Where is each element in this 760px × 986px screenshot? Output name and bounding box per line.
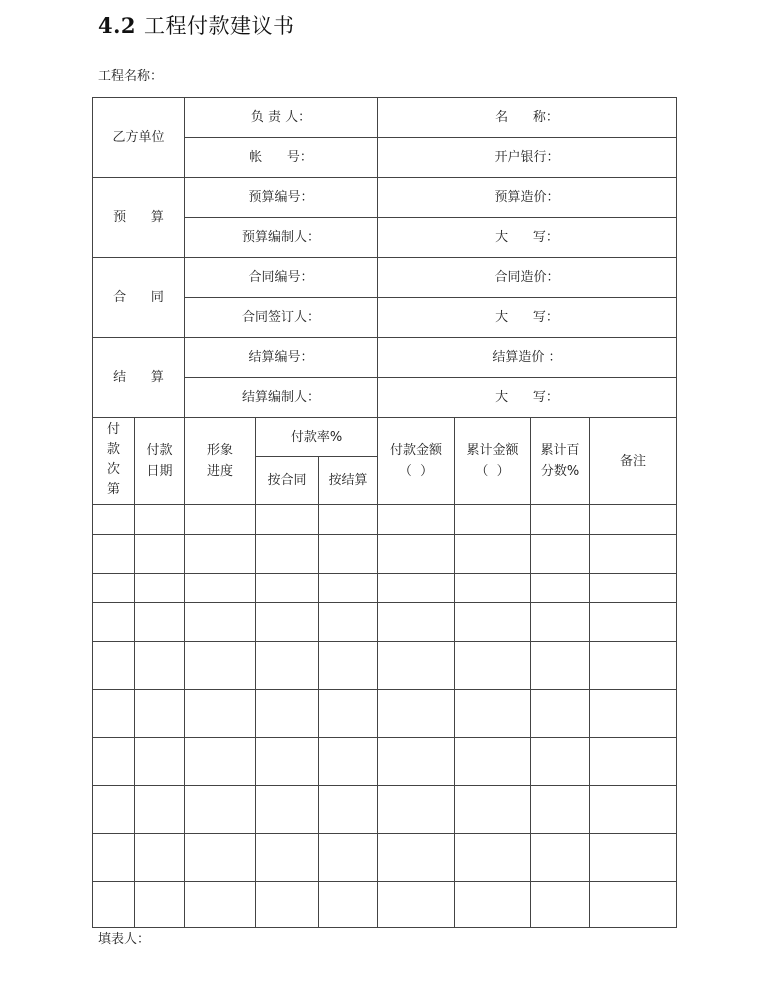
payment-table (92, 417, 677, 928)
cell-amount[interactable] (378, 505, 455, 535)
header-progress-line: 形象 (206, 443, 233, 458)
cell-cumulative-amount[interactable] (455, 786, 531, 834)
field-contract-signer[interactable]: 合同签订人： (185, 298, 378, 338)
cell-amount[interactable] (378, 603, 455, 642)
cell-cumulative-amount[interactable] (455, 882, 531, 928)
cell-seq[interactable] (93, 882, 135, 928)
cell-rate-settlement[interactable] (319, 882, 378, 928)
field-responsible-person[interactable]: 负 责 人： (185, 98, 378, 138)
cell-rate-contract[interactable] (256, 535, 319, 574)
payment-row (93, 882, 677, 928)
cell-rate-contract[interactable] (256, 574, 319, 603)
header-amount-line: 付款金额 (390, 443, 443, 458)
cell-rate-settlement[interactable] (319, 642, 378, 690)
title-text: 工程付款建议书 (144, 14, 295, 38)
cell-rate-contract[interactable] (256, 834, 319, 882)
field-account-number[interactable]: 帐 号： (185, 138, 378, 178)
cell-rate-contract[interactable] (256, 786, 319, 834)
cell-date[interactable] (135, 690, 185, 738)
field-budget-preparer[interactable]: 预算编制人： (185, 218, 378, 258)
cell-amount[interactable] (378, 786, 455, 834)
cell-remarks[interactable] (590, 642, 677, 690)
cell-cumulative-percent[interactable] (531, 505, 590, 535)
cell-seq[interactable] (93, 786, 135, 834)
header-cumulative-percent-line: 分数% (540, 464, 580, 479)
cell-rate-settlement[interactable] (319, 505, 378, 535)
header-date-line: 付款 (146, 443, 173, 458)
cell-progress[interactable] (185, 834, 256, 882)
header-amount-line: （ ） (398, 464, 434, 479)
cell-rate-settlement[interactable] (319, 690, 378, 738)
header-seq-char: 款 (106, 442, 120, 457)
cell-progress[interactable] (185, 535, 256, 574)
cell-rate-contract[interactable] (256, 642, 319, 690)
payment-row (93, 505, 677, 535)
cell-remarks[interactable] (590, 574, 677, 603)
section-label-budget: 预 算 (93, 178, 185, 258)
cell-cumulative-percent[interactable] (531, 603, 590, 642)
section-label-contractor: 乙方单位 (93, 98, 185, 178)
cell-date[interactable] (135, 535, 185, 574)
field-budget-cost[interactable]: 预算造价： (378, 178, 677, 218)
cell-remarks[interactable] (590, 690, 677, 738)
field-contract-cost[interactable]: 合同造价： (378, 258, 677, 298)
cell-rate-settlement[interactable] (319, 786, 378, 834)
cell-seq[interactable] (93, 690, 135, 738)
cell-cumulative-amount[interactable] (455, 834, 531, 882)
payment-row (93, 786, 677, 834)
header-cumulative-percent (531, 418, 590, 505)
cell-cumulative-percent[interactable] (531, 738, 590, 786)
cell-progress[interactable] (185, 642, 256, 690)
field-contract-number[interactable]: 合同编号： (185, 258, 378, 298)
field-name[interactable]: 名 称： (378, 98, 677, 138)
payment-row (93, 690, 677, 738)
cell-seq[interactable] (93, 603, 135, 642)
cell-cumulative-amount[interactable] (455, 642, 531, 690)
cell-rate-contract[interactable] (256, 505, 319, 535)
field-bank[interactable]: 开户银行： (378, 138, 677, 178)
cell-cumulative-percent[interactable] (531, 882, 590, 928)
header-cumulative-percent-line: 累计百 (540, 443, 580, 458)
payment-row (93, 535, 677, 574)
cell-seq[interactable] (93, 642, 135, 690)
cell-cumulative-amount[interactable] (455, 603, 531, 642)
cell-seq[interactable] (93, 738, 135, 786)
cell-rate-settlement[interactable] (319, 574, 378, 603)
page-title (98, 10, 295, 40)
cell-remarks[interactable] (590, 786, 677, 834)
project-name-label: 工程名称： (98, 69, 164, 84)
payment-row (93, 642, 677, 690)
field-settlement-preparer[interactable]: 结算编制人： (185, 378, 378, 418)
cell-progress[interactable] (185, 505, 256, 535)
header-payment-sequence (93, 418, 135, 505)
cell-progress[interactable] (185, 738, 256, 786)
cell-amount[interactable] (378, 642, 455, 690)
header-progress (185, 418, 256, 505)
cell-rate-settlement[interactable] (319, 603, 378, 642)
header-payment-date (135, 418, 185, 505)
header-progress-line: 进度 (206, 464, 233, 479)
section-label-settlement: 结 算 (93, 338, 185, 418)
cell-progress[interactable] (185, 786, 256, 834)
cell-seq[interactable] (93, 535, 135, 574)
header-remarks: 备注 (590, 418, 677, 505)
cell-amount[interactable] (378, 738, 455, 786)
header-cumulative-amount-line: 累计金额 (466, 443, 519, 458)
cell-progress[interactable] (185, 690, 256, 738)
payment-row (93, 834, 677, 882)
cell-rate-settlement[interactable] (319, 535, 378, 574)
cell-date[interactable] (135, 738, 185, 786)
header-seq-char: 第 (106, 482, 120, 497)
payment-row (93, 738, 677, 786)
payment-rows (93, 505, 677, 928)
filler-label: 填表人： (98, 932, 151, 947)
cell-cumulative-percent[interactable] (531, 690, 590, 738)
cell-cumulative-amount[interactable] (455, 535, 531, 574)
cell-cumulative-percent[interactable] (531, 834, 590, 882)
cell-cumulative-percent[interactable] (531, 574, 590, 603)
field-settlement-cost[interactable]: 结算造价 ： (378, 338, 677, 378)
field-contract-amount-words[interactable]: 大 写： (378, 298, 677, 338)
cell-cumulative-percent[interactable] (531, 535, 590, 574)
cell-amount[interactable] (378, 690, 455, 738)
field-settlement-amount-words[interactable]: 大 写： (378, 378, 677, 418)
cell-remarks[interactable] (590, 834, 677, 882)
cell-remarks[interactable] (590, 505, 677, 535)
cell-remarks[interactable] (590, 603, 677, 642)
cell-amount[interactable] (378, 574, 455, 603)
header-seq-char: 次 (106, 462, 120, 477)
payment-row (93, 574, 677, 603)
cell-progress[interactable] (185, 574, 256, 603)
cell-cumulative-percent[interactable] (531, 642, 590, 690)
cell-seq[interactable] (93, 505, 135, 535)
cell-cumulative-amount[interactable] (455, 690, 531, 738)
cell-rate-contract[interactable] (256, 603, 319, 642)
cell-date[interactable] (135, 505, 185, 535)
cell-date[interactable] (135, 786, 185, 834)
cell-amount[interactable] (378, 882, 455, 928)
cell-amount[interactable] (378, 535, 455, 574)
cell-amount[interactable] (378, 834, 455, 882)
cell-date[interactable] (135, 834, 185, 882)
cell-date[interactable] (135, 603, 185, 642)
cell-rate-contract[interactable] (256, 882, 319, 928)
payment-row (93, 603, 677, 642)
cell-remarks[interactable] (590, 535, 677, 574)
cell-rate-settlement[interactable] (319, 834, 378, 882)
header-date-line: 日期 (146, 464, 173, 479)
cell-date[interactable] (135, 574, 185, 603)
cell-seq[interactable] (93, 574, 135, 603)
cell-seq[interactable] (93, 834, 135, 882)
cell-date[interactable] (135, 882, 185, 928)
cell-rate-contract[interactable] (256, 738, 319, 786)
cell-cumulative-percent[interactable] (531, 786, 590, 834)
cell-date[interactable] (135, 642, 185, 690)
cell-cumulative-amount[interactable] (455, 574, 531, 603)
cell-rate-settlement[interactable] (319, 738, 378, 786)
header-seq-char: 付 (106, 422, 120, 437)
info-table (92, 97, 677, 418)
header-rate-by-settlement: 按结算 (319, 457, 378, 505)
header-cumulative-amount (455, 418, 531, 505)
cell-remarks[interactable] (590, 738, 677, 786)
field-settlement-number[interactable]: 结算编号： (185, 338, 378, 378)
field-budget-number[interactable]: 预算编号： (185, 178, 378, 218)
field-budget-amount-words[interactable]: 大 写： (378, 218, 677, 258)
header-payment-rate: 付款率% (256, 418, 378, 457)
header-payment-amount (378, 418, 455, 505)
section-label-contract: 合 同 (93, 258, 185, 338)
cell-progress[interactable] (185, 882, 256, 928)
header-rate-by-contract: 按合同 (256, 457, 319, 505)
cell-cumulative-amount[interactable] (455, 505, 531, 535)
cell-rate-contract[interactable] (256, 690, 319, 738)
header-cumulative-amount-line: （ ） (475, 464, 510, 479)
cell-progress[interactable] (185, 603, 256, 642)
cell-remarks[interactable] (590, 882, 677, 928)
section-number: 4.2 (98, 13, 137, 38)
cell-cumulative-amount[interactable] (455, 738, 531, 786)
